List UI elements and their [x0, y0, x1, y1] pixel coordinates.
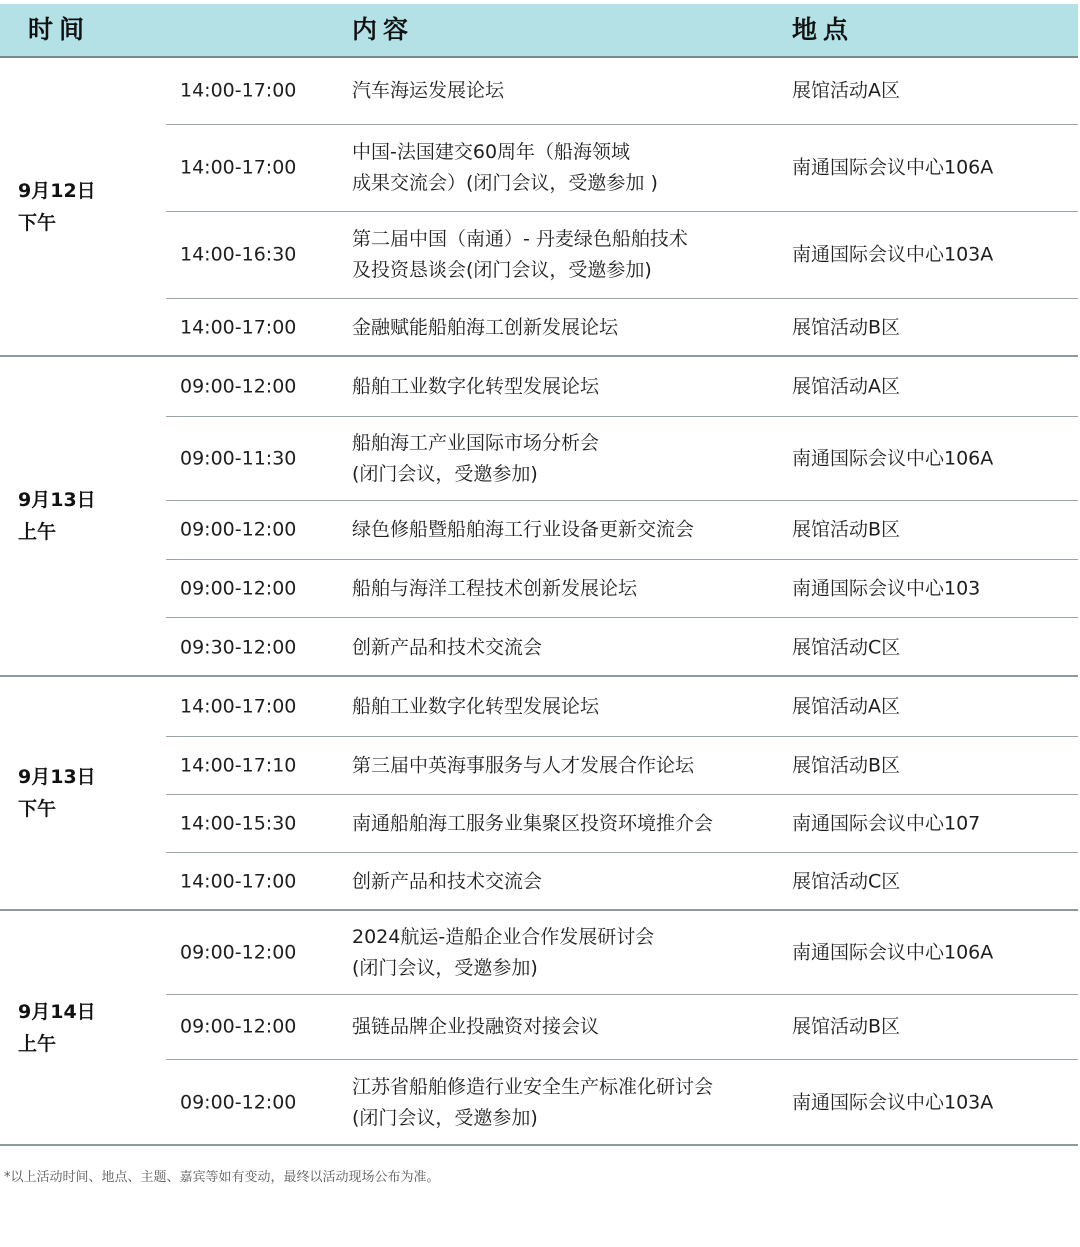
session-place: 南通国际会议中心106A: [792, 447, 994, 469]
group-period: 上午: [18, 1032, 57, 1055]
session-place: 展馆活动B区: [792, 754, 901, 776]
session-place: 展馆活动B区: [792, 316, 901, 339]
session-place: 南通国际会议中心103A: [792, 1091, 994, 1114]
group-date: 9月12日: [18, 179, 96, 202]
session-place: 南通国际会议中心107: [792, 812, 981, 834]
group-date: 9月13日: [18, 766, 96, 788]
session-content-line: (闭门会议，受邀参加): [352, 1107, 538, 1129]
group-date: 9月14日: [18, 1000, 96, 1023]
header-place: 地点: [792, 15, 855, 44]
session-time: 09:00-11:30: [180, 447, 297, 469]
session-content-line: 船舶工业数字化转型发展论坛: [352, 695, 600, 717]
session-content: [352, 428, 599, 490]
session-content-line: 绿色修船暨船舶海工行业设备更新交流会: [352, 518, 695, 541]
session-content-line: 及投资恳谈会(闭门会议，受邀参加): [352, 259, 652, 281]
table-row: [166, 853, 1078, 911]
session-content: [352, 922, 654, 984]
table-row: [166, 501, 1078, 560]
session-time: 09:00-12:00: [180, 1015, 297, 1038]
session-time: 09:00-12:00: [180, 375, 297, 397]
table-row: [166, 737, 1078, 795]
header-time: 时间: [28, 15, 91, 44]
group-date-label: [18, 996, 148, 1060]
session-content-line: 第二届中国（南通）- 丹麦绿色船舶技术: [352, 228, 688, 250]
table-row: [166, 1060, 1078, 1146]
session-place: 展馆活动C区: [792, 870, 901, 893]
session-content: [352, 573, 637, 604]
group-period: 上午: [18, 521, 57, 543]
session-content: [352, 867, 542, 898]
session-time: 14:00-17:00: [180, 79, 297, 102]
session-content-line: 创新产品和技术交流会: [352, 870, 543, 893]
group-period: 下午: [18, 211, 57, 234]
schedule-group: [0, 357, 1078, 677]
table-row: [166, 618, 1078, 677]
session-place: 南通国际会议中心106A: [792, 156, 994, 179]
session-content: [352, 76, 504, 107]
session-place: 南通国际会议中心103: [792, 577, 981, 599]
session-place: 展馆活动A区: [792, 375, 900, 397]
session-content: [352, 1012, 599, 1043]
session-content-line: (闭门会议，受邀参加): [352, 462, 538, 485]
session-content: [352, 137, 658, 199]
session-time: 14:00-15:30: [180, 812, 297, 834]
session-content: [352, 224, 688, 286]
session-time: 09:30-12:00: [180, 636, 297, 658]
session-place: 南通国际会议中心103A: [792, 243, 994, 266]
session-content-line: 船舶海工产业国际市场分析会: [352, 431, 600, 454]
schedule-group: [0, 58, 1078, 357]
session-place: 展馆活动B区: [792, 1015, 901, 1038]
session-content: [352, 515, 694, 546]
session-time: 09:00-12:00: [180, 577, 297, 599]
header-content: 内容: [352, 15, 415, 44]
session-time: 14:00-17:10: [180, 754, 297, 776]
table-row: [166, 299, 1078, 357]
session-place: 展馆活动A区: [792, 695, 900, 717]
table-row: [166, 677, 1078, 737]
session-content-line: (闭门会议，受邀参加): [352, 956, 538, 979]
session-content-line: 创新产品和技术交流会: [352, 636, 543, 658]
table-row: [166, 417, 1078, 501]
session-content-line: 船舶工业数字化转型发展论坛: [352, 375, 600, 397]
group-date-label: [18, 484, 148, 548]
group-date-label: [18, 175, 148, 239]
table-row: [166, 795, 1078, 853]
session-content-line: 中国-法国建交60周年（船海领域: [352, 141, 631, 163]
session-content-line: 成果交流会）(闭门会议，受邀参加 ): [352, 172, 658, 194]
session-content-line: 强链品牌企业投融资对接会议: [352, 1015, 600, 1038]
session-content-line: 南通船舶海工服务业集聚区投资环境推介会: [352, 812, 714, 834]
session-content-line: 第三届中英海事服务与人才发展合作论坛: [352, 754, 695, 776]
session-content: [352, 371, 599, 402]
group-date-label: [18, 761, 148, 825]
session-content-line: 船舶与海洋工程技术创新发展论坛: [352, 577, 638, 599]
session-time: 14:00-16:30: [180, 243, 297, 266]
session-content: [352, 1072, 713, 1134]
session-time: 14:00-17:00: [180, 316, 297, 339]
session-time: 09:00-12:00: [180, 941, 297, 963]
session-content-line: 2024航运-造船企业合作发展研讨会: [352, 925, 655, 948]
footnote: *以上活动时间、地点、主题、嘉宾等如有变动，最终以活动现场公布为准。: [4, 1170, 440, 1185]
session-time: 09:00-12:00: [180, 518, 297, 541]
table-row: [166, 995, 1078, 1060]
table-row: [166, 560, 1078, 618]
session-place: 南通国际会议中心106A: [792, 941, 994, 963]
session-time: 14:00-17:00: [180, 870, 297, 893]
session-content: [352, 632, 542, 663]
session-content: [352, 691, 599, 722]
session-content-line: 金融赋能船舶海工创新发展论坛: [352, 316, 619, 339]
session-place: 展馆活动B区: [792, 518, 901, 541]
session-content-line: 汽车海运发展论坛: [352, 79, 505, 102]
session-time: 14:00-17:00: [180, 695, 297, 717]
table-row: [166, 212, 1078, 299]
table-row: [166, 911, 1078, 995]
table-header: [0, 4, 1078, 58]
table-row: [166, 125, 1078, 212]
schedule-group: [0, 677, 1078, 911]
session-content: [352, 313, 618, 344]
session-time: 14:00-17:00: [180, 156, 297, 179]
session-content: [352, 750, 694, 781]
session-time: 09:00-12:00: [180, 1091, 297, 1114]
group-date: 9月13日: [18, 489, 96, 511]
session-content-line: 江苏省船舶修造行业安全生产标准化研讨会: [352, 1076, 714, 1098]
session-place: 展馆活动C区: [792, 636, 901, 658]
table-row: [166, 58, 1078, 125]
table-row: [166, 357, 1078, 417]
session-place: 展馆活动A区: [792, 79, 900, 102]
group-period: 下午: [18, 798, 57, 820]
session-content: [352, 808, 713, 839]
schedule-group: [0, 911, 1078, 1146]
